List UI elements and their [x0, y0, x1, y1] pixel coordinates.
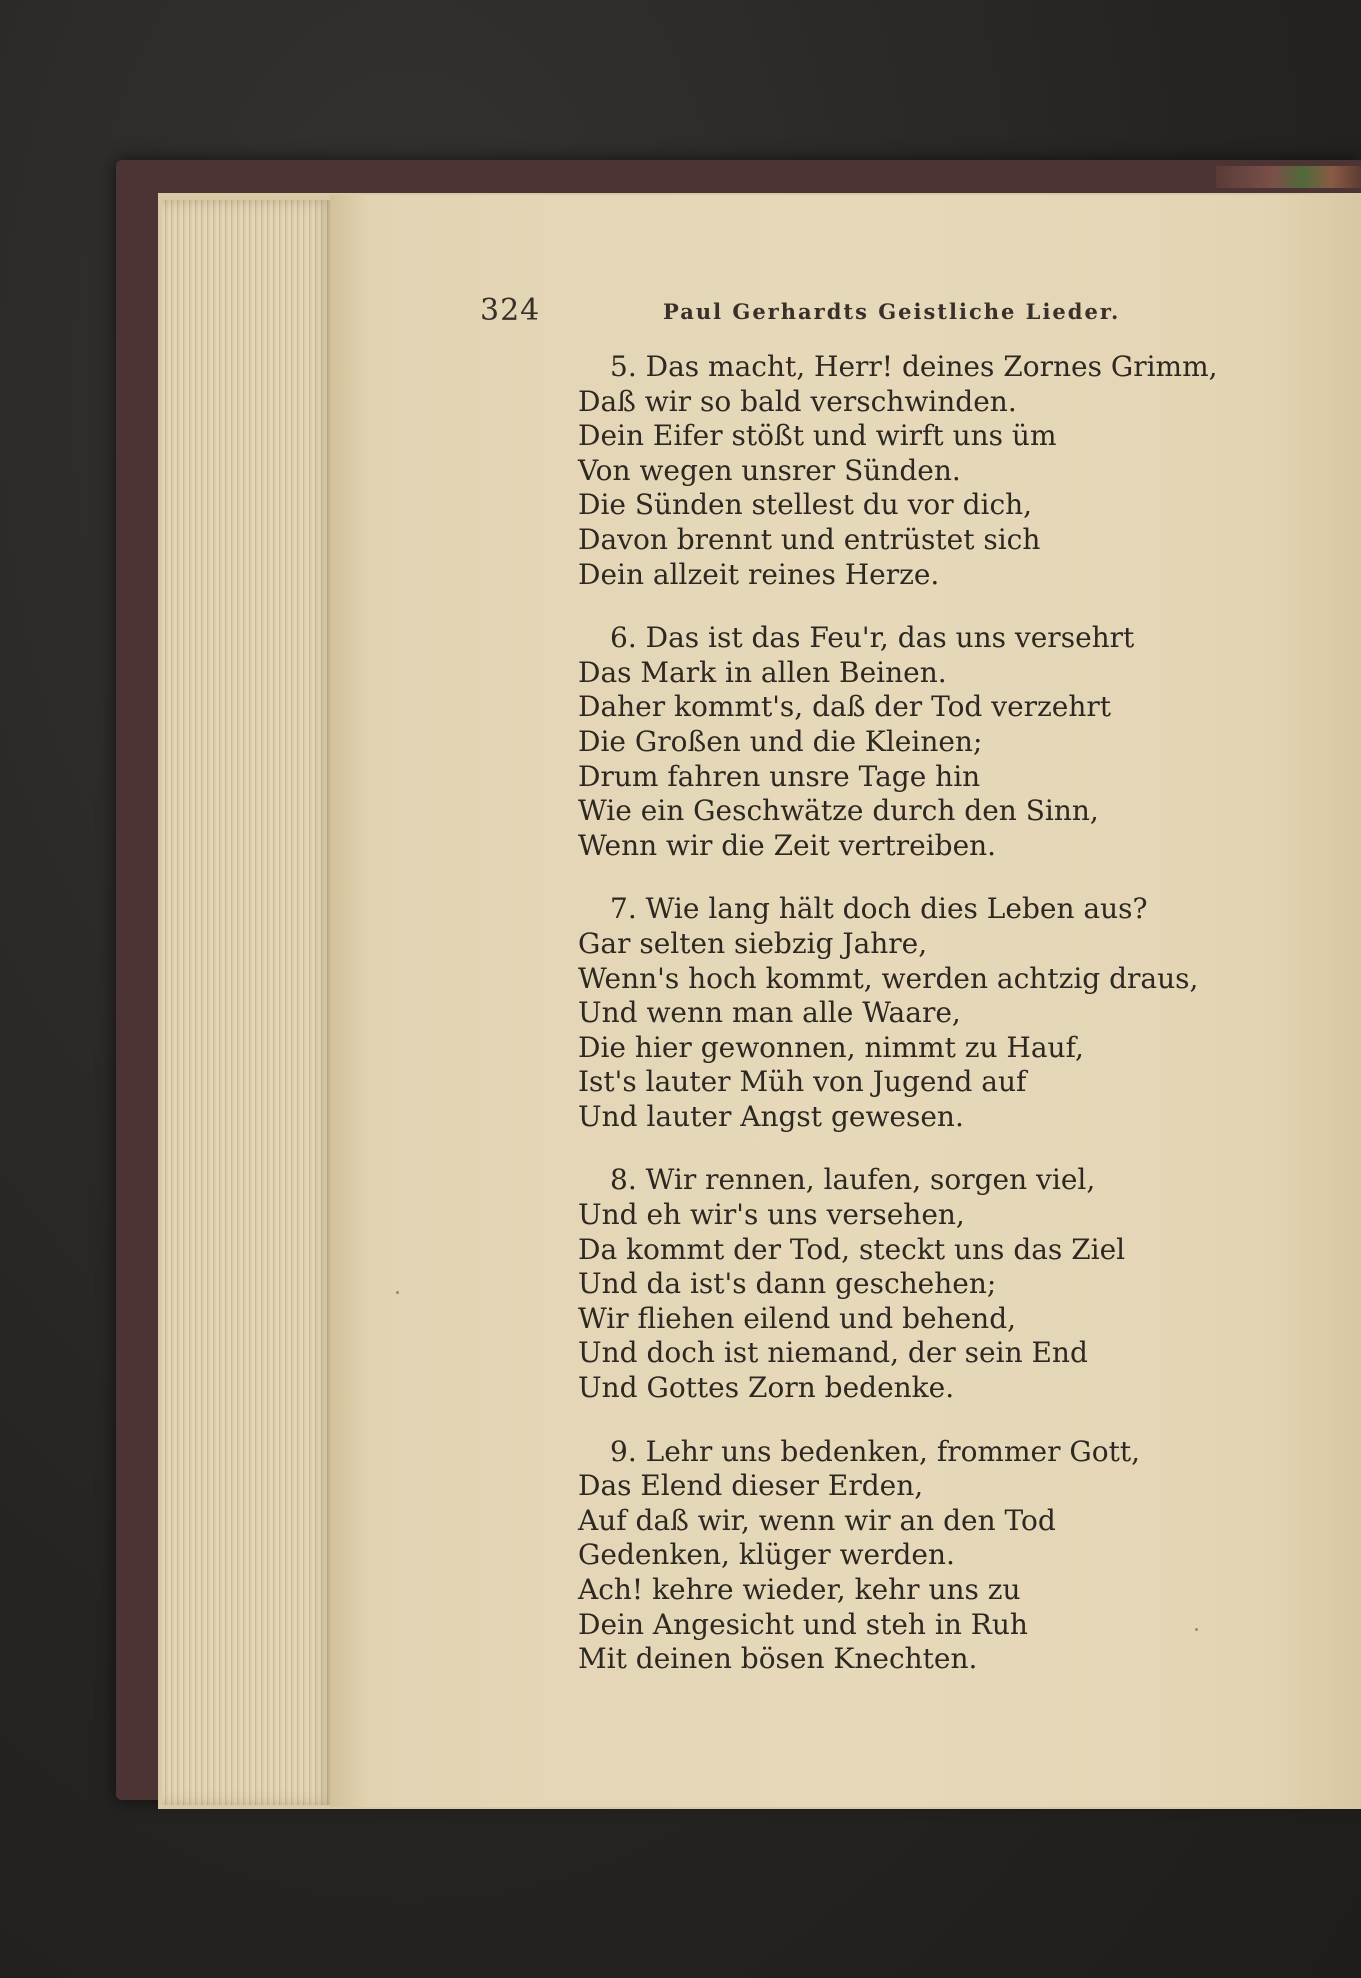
- verse-line: Und Gottes Zorn bedenke.: [578, 1371, 955, 1405]
- verse-line: 9. Lehr uns bedenken, frommer Gott,: [610, 1434, 1141, 1468]
- verse-line: Davon brennt und entrüstet sich: [578, 522, 1041, 556]
- verse-line: Da kommt der Tod, steckt uns das Ziel: [578, 1232, 1126, 1266]
- running-title: Paul Gerhardts Geistliche Lieder.: [663, 299, 1121, 324]
- verse-line: Mit deinen bösen Knechten.: [578, 1642, 978, 1676]
- verse-line: Von wegen unsrer Sünden.: [578, 453, 961, 487]
- verse-line: 6. Das ist das Feu'r, das uns versehrt: [610, 621, 1135, 655]
- stanza-9: [578, 1435, 1298, 1677]
- verse-line: Die hier gewonnen, nimmt zu Hauf,: [578, 1030, 1084, 1064]
- paper-speck: [396, 1291, 399, 1294]
- stanza-5: [578, 350, 1298, 592]
- verse-line: Daß wir so bald verschwinden.: [578, 384, 1017, 418]
- verse-line: Und wenn man alle Waare,: [578, 996, 961, 1030]
- verse-line: Auf daß wir, wenn wir an den Tod: [578, 1503, 1056, 1537]
- verse-line: Dein Eifer stößt und wirft uns üm: [578, 419, 1057, 453]
- page-edges: [162, 200, 334, 1805]
- book-cover-top-edge: [1216, 166, 1361, 188]
- verse-line: Ach! kehre wieder, kehr uns zu: [578, 1573, 1021, 1606]
- verse-line: Und da ist's dann geschehen;: [578, 1267, 997, 1301]
- verse-line: Drum fahren unsre Tage hin: [578, 759, 981, 793]
- verse-line: Das Mark in allen Beinen.: [578, 655, 947, 689]
- verse-line: Das Elend dieser Erden,: [578, 1469, 924, 1503]
- verse-line: Gedenken, klüger werden.: [578, 1538, 955, 1572]
- stanza-7: [578, 892, 1298, 1134]
- verse-line: Die Großen und die Kleinen;: [578, 724, 983, 758]
- verse-line: Dein Angesicht und steh in Ruh: [578, 1607, 1028, 1641]
- verse-line: Die Sünden stellest du vor dich,: [578, 488, 1033, 522]
- stanza-6: [578, 621, 1298, 863]
- poem-body: [578, 350, 1298, 1706]
- verse-line: 8. Wir rennen, laufen, sorgen viel,: [610, 1163, 1096, 1197]
- verse-line: Und eh wir's uns versehen,: [578, 1198, 965, 1232]
- stanza-8: [578, 1163, 1298, 1405]
- verse-line: Gar selten siebzig Jahre,: [578, 926, 928, 960]
- verse-line: Ist's lauter Müh von Jugend auf: [578, 1065, 1027, 1099]
- verse-line: Dein allzeit reines Herze.: [578, 557, 940, 591]
- verse-line: Wenn wir die Zeit vertreiben.: [578, 828, 997, 862]
- verse-line: Wie ein Geschwätze durch den Sinn,: [578, 794, 1099, 828]
- verse-line: Daher kommt's, daß der Tod verzehrt: [578, 690, 1112, 724]
- verse-line: Wenn's hoch kommt, werden achtzig draus,: [578, 961, 1199, 995]
- verse-line: Und doch ist niemand, der sein End: [578, 1336, 1088, 1370]
- page-header: [480, 293, 1130, 333]
- page-number: 324: [480, 293, 541, 328]
- verse-line: Wir fliehen eilend und behend,: [578, 1301, 1017, 1335]
- verse-line: 5. Das macht, Herr! deines Zornes Grimm,: [610, 350, 1218, 383]
- verse-line: 7. Wie lang hält doch dies Leben aus?: [610, 892, 1148, 926]
- verse-line: Und lauter Angst gewesen.: [578, 1099, 964, 1133]
